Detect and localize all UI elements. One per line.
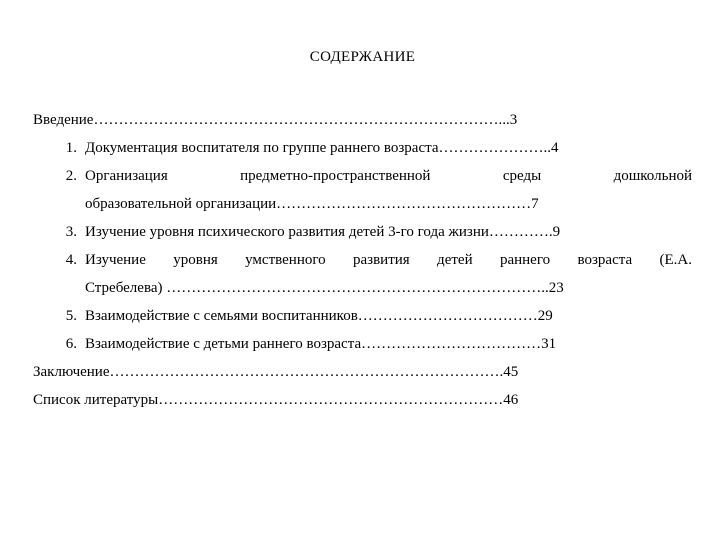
toc-page-number: 45 bbox=[503, 364, 519, 380]
toc-item-number: 3. bbox=[65, 224, 77, 240]
toc-leader-dots: ……………………………………………………………………. bbox=[109, 364, 504, 380]
toc-item-number: 2. bbox=[65, 168, 77, 184]
toc-page-number: 3 bbox=[509, 112, 518, 128]
toc-entry-text: Введение bbox=[33, 112, 94, 128]
toc-item-body bbox=[85, 246, 692, 302]
page-title: СОДЕРЖАНИЕ bbox=[309, 49, 416, 65]
toc-entry-text: Список литературы bbox=[33, 392, 159, 408]
toc-entry-text: Взаимодействие с детьми раннего возраста bbox=[85, 336, 362, 352]
toc-entry-conclusion bbox=[33, 358, 692, 386]
toc-item-body bbox=[85, 218, 692, 246]
toc-leader-dots: ………………………………………………………………….. bbox=[166, 280, 549, 296]
toc-entry-references bbox=[33, 386, 692, 414]
toc-entry-introduction bbox=[33, 106, 692, 134]
toc-item-body bbox=[85, 134, 692, 162]
toc-entry-4 bbox=[57, 246, 692, 302]
toc-item-number: 5. bbox=[65, 308, 77, 324]
toc-item-body bbox=[85, 162, 692, 218]
toc-entry-6 bbox=[57, 330, 692, 358]
toc-entry-2 bbox=[57, 162, 692, 218]
toc-entry-text-line1: Организация предметно-пространственной среды дошкольной bbox=[85, 168, 692, 184]
toc-entry-text-line2: Стребелева) bbox=[85, 280, 167, 296]
toc-entry-text: Заключение bbox=[33, 364, 110, 380]
table-of-contents bbox=[33, 106, 692, 414]
toc-page-number: 31 bbox=[541, 336, 557, 352]
toc-item-number: 6. bbox=[65, 336, 77, 352]
toc-entry-line2 bbox=[85, 190, 692, 218]
toc-leader-dots: ……………………………… bbox=[357, 308, 538, 324]
toc-page-number: 7 bbox=[531, 196, 539, 212]
toc-leader-dots: …………………………………………………………… bbox=[158, 392, 504, 408]
toc-leader-dots: ……………………………… bbox=[361, 336, 542, 352]
toc-entry-line2 bbox=[85, 274, 692, 302]
toc-entry-1 bbox=[57, 134, 692, 162]
toc-leader-dots: ………………….. bbox=[438, 140, 552, 156]
toc-entry-text: Документация воспитателя по группе раннего возраста bbox=[85, 140, 439, 156]
toc-entry-text-line1: Изучение уровня умственного развития детей раннего возраста (Е.А. bbox=[85, 252, 692, 268]
toc-entry-text-line2: образовательной организации… bbox=[85, 196, 292, 212]
toc-leader-dots: ………………………………………… bbox=[291, 196, 532, 212]
toc-item-number: 1. bbox=[65, 140, 77, 156]
toc-entry-5 bbox=[57, 302, 692, 330]
toc-leader-dots: ………………………………………………………………………... bbox=[93, 112, 510, 128]
toc-page-number: 46 bbox=[503, 392, 519, 408]
toc-item-body bbox=[85, 302, 692, 330]
toc-item-number: 4. bbox=[65, 252, 77, 268]
toc-entry-3 bbox=[57, 218, 692, 246]
toc-page-number: 9 bbox=[552, 224, 561, 240]
toc-leader-dots: …………. bbox=[488, 224, 553, 240]
toc-item-body bbox=[85, 330, 692, 358]
toc-entry-text: Взаимодействие с семьями воспитанников bbox=[85, 308, 358, 324]
toc-page-number: 29 bbox=[537, 308, 553, 324]
toc-entry-text: Изучение уровня психического развития детей 3-го года жизни bbox=[85, 224, 489, 240]
toc-page-number: 4 bbox=[551, 140, 559, 156]
toc-page-number: 23 bbox=[548, 280, 564, 296]
